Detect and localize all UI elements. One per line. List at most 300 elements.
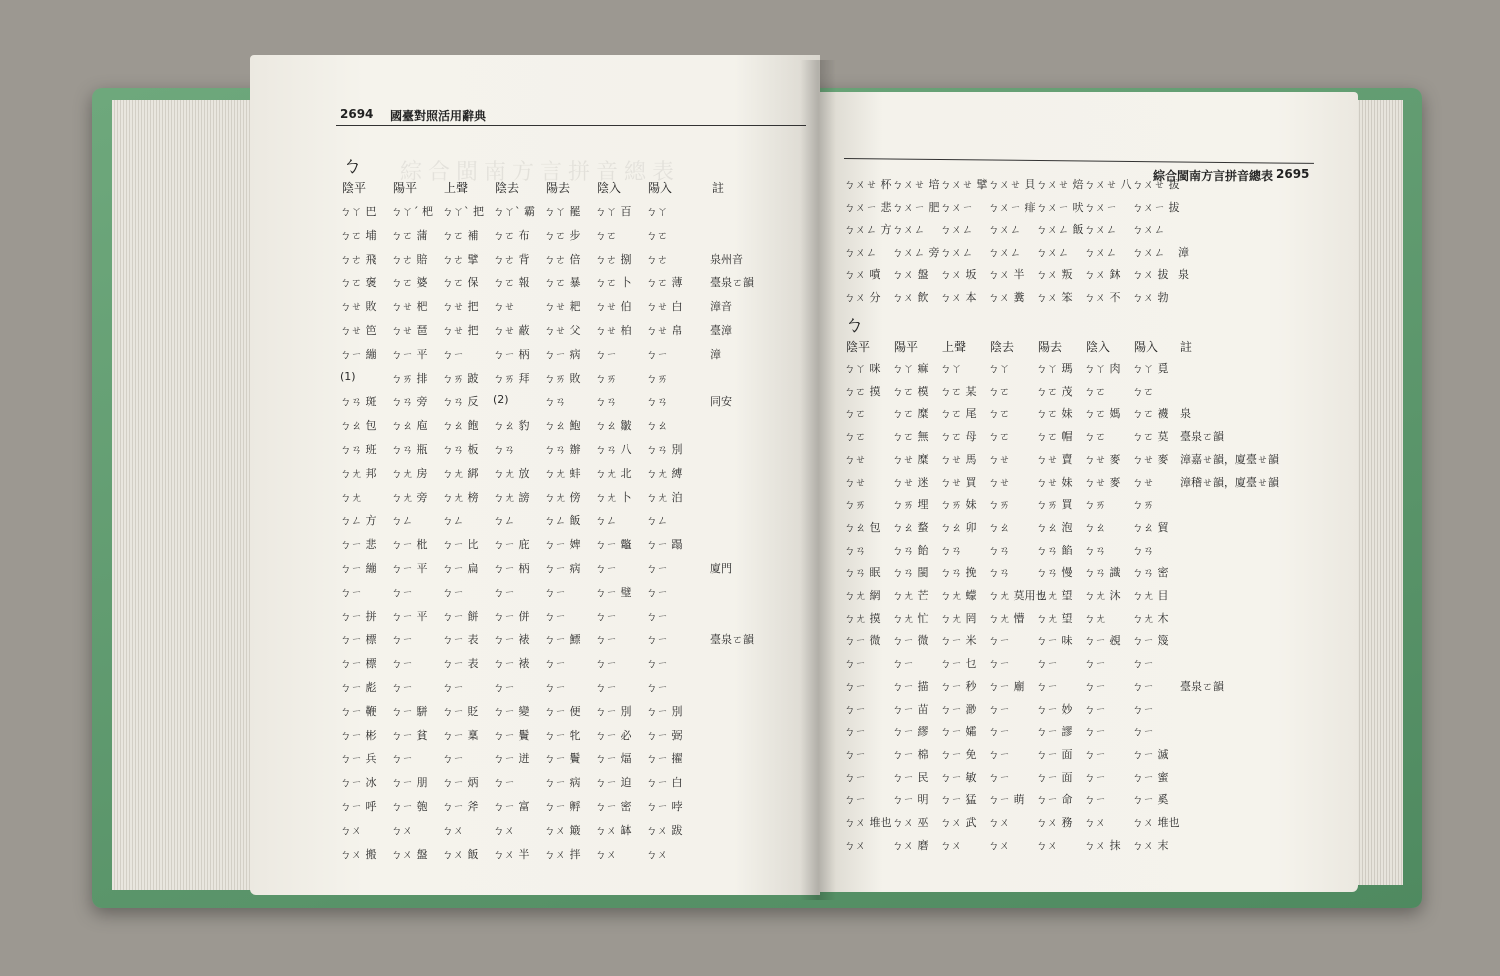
table-cell: ㄅㄧ 哱 xyxy=(646,800,683,813)
table-cell: ㄅㄤ 莫用也 xyxy=(988,589,1047,602)
table-cell: ㄅㄧ 平 xyxy=(391,347,428,361)
table-cell: ㄅㄠ 皺 xyxy=(595,419,632,433)
table-cell: ㄅㄠ 蝥 xyxy=(892,520,929,534)
table-cell: ㄅㄢ 飴 xyxy=(892,543,929,557)
table-cell: ㄅㄧ 兵 xyxy=(340,752,377,766)
table-cell: ㄅㄨ xyxy=(1036,838,1058,852)
table-cell: ㄅㄝ 伯 xyxy=(595,300,632,314)
table-cell: ㄅㄛ 模 xyxy=(892,384,929,398)
table-cell: ㄅㄧ 婢 xyxy=(544,538,581,552)
table-cell: ㄅㄞ xyxy=(1084,498,1106,512)
table-cell: ㄅㄞ 埋 xyxy=(892,498,929,512)
table-cell: ㄅㄨ 叛 xyxy=(1036,268,1073,281)
table-cell: ㄅㄨㄧ 肥 xyxy=(892,200,940,214)
table-cell: ㄅㄧ 枇 xyxy=(391,538,428,552)
table-cell: ㄅㄠ 鮑 xyxy=(544,419,581,433)
table-cell: ㄅㄧ xyxy=(544,681,566,694)
table-cell: ㄅㄞ 排 xyxy=(391,371,428,385)
table-cell: ㄅㄧ xyxy=(844,679,866,693)
table-cell: ㄅㄧ 病 xyxy=(544,776,581,790)
table-cell: ㄅㄝ 父 xyxy=(544,324,581,337)
table-cell: ㄅㄧ xyxy=(892,657,914,671)
table-cell: ㄅㄧ xyxy=(844,793,866,807)
table-cell: ㄅㄧ 白 xyxy=(646,776,683,790)
table-cell: ㄅㄨ 磨 xyxy=(892,838,929,852)
table-cell: ㄅㄤ 縛 xyxy=(646,466,683,480)
table-cell: ㄅㄨ 盤 xyxy=(391,847,428,861)
table-cell: ㄅㄧ 猛 xyxy=(940,793,977,807)
table-cell: ㄅㄠ 豹 xyxy=(493,419,530,433)
table-cell: ㄅㄛ 妹 xyxy=(1036,407,1073,421)
table-cell: ㄅㄢ 反 xyxy=(442,395,479,409)
table-cell: ㄅㄢ 餡 xyxy=(1036,543,1073,557)
table-cell: ㄅㄧ xyxy=(1036,679,1058,693)
table-cell: ㄅㄝ 琶 xyxy=(391,324,428,337)
table-cell: ㄅㄝ 笆 xyxy=(340,324,377,337)
table-cell: ㄅㄞ xyxy=(646,371,668,385)
table-cell: ㄅㄧ xyxy=(442,752,464,766)
bleed-through-text: 綜合閩南方言拼音總表 xyxy=(400,160,681,185)
table-cell: ㄅㄢ xyxy=(595,395,617,409)
table-cell: ㄅㄛ xyxy=(988,430,1010,444)
column-header: 陰平 xyxy=(342,181,367,195)
table-cell: ㄅㄨㄥ xyxy=(988,245,1021,259)
table-note: 漳 xyxy=(1178,245,1189,259)
table-cell: ㄅㄨ 搬 xyxy=(340,847,377,861)
table-cell: ㄅㄛ 補 xyxy=(442,228,479,242)
table-cell: ㄅㄝ 買 xyxy=(940,475,977,489)
table-cell: ㄅㄧ xyxy=(391,681,413,694)
table-cell: ㄅㄨㄧ xyxy=(940,200,973,214)
table-cell: ㄅㄧ xyxy=(988,657,1010,671)
table-cell: ㄅㄧ 鬢 xyxy=(493,728,530,742)
table-cell: ㄅㄧ 彪 xyxy=(340,681,377,694)
table-cell: ㄅㄧ 標 xyxy=(340,633,377,647)
table-cell: ㄅㄧ xyxy=(595,562,617,575)
table-cell: ㄅㄚˊ 杷 xyxy=(391,205,433,218)
table-cell: ㄅㄧ xyxy=(544,609,566,623)
table-cell: ㄅㄨ 勃 xyxy=(1132,290,1169,304)
table-cell: ㄅㄛ xyxy=(988,407,1010,421)
table-cell: ㄅㄧ 明 xyxy=(892,793,929,807)
column-header: 陽去 xyxy=(1038,340,1063,354)
table-cell: ㄅㄤ xyxy=(1084,611,1106,625)
table-cell: ㄅㄧ 鬢 xyxy=(544,752,581,766)
table-cell: ㄅㄧ 面 xyxy=(1036,747,1073,761)
table-cell: ㄅㄛ 報 xyxy=(493,276,530,290)
table-cell: ㄅㄝ 賣 xyxy=(1036,452,1073,466)
table-cell: ㄅㄧ xyxy=(646,347,668,361)
table-cell: ㄅㄨ 分 xyxy=(844,290,881,304)
table-cell: ㄅㄧ 平 xyxy=(391,562,428,575)
right-page xyxy=(818,92,1358,892)
book-gutter xyxy=(800,60,836,900)
table-cell: ㄅㄨㄝ 焙 xyxy=(1036,178,1084,191)
table-cell: ㄅㄝ xyxy=(844,475,866,489)
table-cell: ㄅㄨㄥ xyxy=(1084,245,1117,259)
table-cell: ㄅㄚ 肉 xyxy=(1084,362,1121,375)
table-cell: ㄅㄧ 弼 xyxy=(646,728,683,742)
column-header: 陽入 xyxy=(1134,340,1159,354)
table-cell: ㄅㄜ 賠 xyxy=(391,252,428,266)
table-cell: ㄅㄞ 跛 xyxy=(442,371,479,385)
table-cell: ㄅㄥ xyxy=(493,514,515,528)
table-cell: ㄅㄨㄥ xyxy=(1132,245,1165,259)
table-cell: ㄅㄧ 貶 xyxy=(442,704,479,718)
table-cell: ㄅㄚˋ 把 xyxy=(442,205,484,218)
table-cell: (2) xyxy=(493,393,509,407)
table-cell: ㄅㄞ 敗 xyxy=(544,371,581,385)
table-cell: ㄅㄛ 尾 xyxy=(940,407,977,421)
column-header: 陰去 xyxy=(990,340,1015,354)
table-cell: ㄅㄨ 末 xyxy=(1132,838,1169,852)
table-cell: ㄅㄧ xyxy=(1084,725,1106,739)
table-cell: ㄅㄤ 泊 xyxy=(646,490,683,504)
table-cell: ㄅㄞ xyxy=(1132,498,1154,512)
table-cell: ㄅㄞ 買 xyxy=(1036,498,1073,512)
table-cell: ㄅㄨ xyxy=(391,823,413,837)
table-cell: ㄅㄞ xyxy=(988,498,1010,512)
table-note: 同安 xyxy=(710,395,732,409)
table-cell: ㄅㄧ 繃 xyxy=(340,347,377,361)
table-cell: ㄅㄤ 綁 xyxy=(442,466,479,480)
table-cell: ㄅㄧ 孀 xyxy=(940,725,977,739)
table-cell: ㄅㄢ xyxy=(493,443,515,456)
table-cell: ㄅㄢ xyxy=(544,395,566,409)
table-cell: ㄅㄧ xyxy=(493,681,515,694)
table-cell: ㄅㄧ 苗 xyxy=(892,702,929,716)
table-cell: ㄅㄥ xyxy=(646,514,668,528)
column-header: 陽入 xyxy=(648,181,673,195)
table-cell: ㄅㄧ 面 xyxy=(1036,770,1073,784)
table-cell: ㄅㄧ 民 xyxy=(892,770,929,784)
table-cell: ㄅㄜ 倍 xyxy=(544,252,581,266)
table-cell: ㄅㄨ 半 xyxy=(988,268,1025,281)
table-cell: ㄅㄝ 妹 xyxy=(1036,475,1073,489)
table-cell: ㄅㄧ 變 xyxy=(493,704,530,718)
table-cell: ㄅㄨ 務 xyxy=(1036,816,1073,829)
table-cell: ㄅㄧ xyxy=(1084,747,1106,761)
table-cell: ㄅㄨ xyxy=(1084,816,1106,829)
table-cell: ㄅㄨ 武 xyxy=(940,816,977,829)
table-cell: ㄅㄨ 跋 xyxy=(646,823,683,837)
table-cell: ㄅㄨㄧ 吠 xyxy=(1036,200,1084,214)
table-cell: ㄅㄨㄥ xyxy=(892,223,925,236)
table-cell: ㄅㄧ 棉 xyxy=(892,747,929,761)
table-cell: ㄅㄛ 布 xyxy=(493,228,530,242)
table-cell: ㄅㄤ 旁 xyxy=(391,490,428,504)
table-cell: ㄅㄝ 蔽 xyxy=(493,324,530,337)
table-cell: ㄅㄚ 罷 xyxy=(544,205,581,218)
table-cell: ㄅㄤ 芒 xyxy=(892,589,929,602)
table-cell: ㄅㄤ 摸 xyxy=(844,611,881,625)
table-cell: ㄅㄨㄥ xyxy=(1132,223,1165,236)
column-header: 陽去 xyxy=(546,181,571,195)
table-cell: ㄅㄧ xyxy=(1132,679,1154,693)
table-cell: ㄅㄧ 冰 xyxy=(340,776,377,790)
table-cell: ㄅㄧ 免 xyxy=(940,747,977,761)
table-cell: ㄅㄥ 飯 xyxy=(544,514,581,528)
table-cell: ㄅㄤ 蚌 xyxy=(544,466,581,480)
table-cell: ㄅㄛ 埔 xyxy=(340,228,377,242)
table-cell: ㄅㄤ 沐 xyxy=(1084,589,1121,602)
table-cell: ㄅㄠ 貿 xyxy=(1132,520,1169,534)
table-cell: ㄅㄛ xyxy=(1084,430,1106,444)
table-cell: ㄅㄧ 密 xyxy=(595,800,632,813)
table-cell: ㄅㄨㄥ xyxy=(940,245,973,259)
table-cell: ㄅㄛ 帽 xyxy=(1036,430,1073,444)
table-cell: ㄅㄥ xyxy=(595,514,617,528)
table-cell: ㄅㄧ xyxy=(844,702,866,716)
table-cell: ㄅㄧ 柄 xyxy=(493,347,530,361)
table-cell: ㄅㄧ xyxy=(1084,793,1106,807)
table-cell: ㄅㄨ 拌 xyxy=(544,847,581,861)
table-cell: ㄅㄧ 必 xyxy=(595,728,632,742)
table-cell: ㄅㄨ 不 xyxy=(1084,290,1121,304)
table-cell: ㄅㄤ 北 xyxy=(595,466,632,480)
table-cell: ㄅㄧ xyxy=(988,747,1010,761)
table-cell: ㄅㄠ xyxy=(646,419,668,433)
table-cell: ㄅㄧ xyxy=(391,585,413,599)
table-cell: ㄅㄝ 白 xyxy=(646,300,683,314)
table-cell: ㄅㄛ 薄 xyxy=(646,276,683,290)
table-cell: ㄅㄝ 把 xyxy=(442,324,479,337)
table-cell: ㄅㄝ 柏 xyxy=(595,324,632,337)
table-cell: ㄅㄤ 謗 xyxy=(493,490,530,504)
table-cell: ㄅㄜ 捌 xyxy=(595,252,632,266)
table-cell: ㄅㄨㄥ 方 xyxy=(844,223,892,236)
column-header: 陰入 xyxy=(1086,340,1111,354)
table-cell: ㄅㄨㄝ 八 xyxy=(1084,178,1132,191)
table-cell: ㄅㄞ xyxy=(844,498,866,512)
table-cell: ㄅㄨ xyxy=(442,823,464,837)
table-cell: ㄅㄧ xyxy=(988,702,1010,716)
table-cell: ㄅㄞ 妹 xyxy=(940,498,977,512)
table-note: 漳音 xyxy=(710,300,732,314)
table-cell: ㄅㄤ 榜 xyxy=(442,490,479,504)
table-cell: ㄅㄧ 匏 xyxy=(391,800,428,813)
table-cell: ㄅㄧ 柄 xyxy=(493,562,530,575)
table-cell: ㄅㄠ 泡 xyxy=(1036,520,1073,534)
table-cell: ㄅㄧ xyxy=(595,633,617,647)
table-cell: ㄅㄨ 笨 xyxy=(1036,290,1073,304)
table-cell: ㄅㄧ xyxy=(544,585,566,599)
table-cell: ㄅㄨㄧ 悲 xyxy=(844,200,892,214)
table-cell: ㄅㄢ xyxy=(844,543,866,557)
table-cell: ㄅㄠ xyxy=(1084,520,1106,534)
table-cell: ㄅㄧ xyxy=(1132,725,1154,739)
table-cell: ㄅㄨ 糞 xyxy=(988,290,1025,304)
table-cell: ㄅㄛ 褒 xyxy=(340,276,377,290)
table-cell: ㄅㄤ 望 xyxy=(1036,611,1073,625)
table-cell: ㄅㄧ 炳 xyxy=(442,776,479,790)
table-cell: ㄅㄧ 渺 xyxy=(940,702,977,716)
table-cell: ㄅㄨㄝ 擘 xyxy=(940,178,988,191)
table-cell: ㄅㄧ xyxy=(595,657,617,671)
table-note: 漳嘉ㄝ韻，廈臺ㄝ韻 xyxy=(1180,452,1279,466)
table-note: 臺泉ㄛ韻 xyxy=(710,276,754,290)
table-cell: ㄅㄛ xyxy=(988,384,1010,398)
table-note: 臺泉ㄛ韻 xyxy=(710,633,754,647)
table-cell: ㄅㄠ 庖 xyxy=(391,419,428,433)
table-cell: ㄅㄨㄥ xyxy=(1036,245,1069,259)
table-cell: ㄅㄨㄝ 貝 xyxy=(988,178,1036,191)
table-cell: ㄅㄧ xyxy=(391,657,413,671)
table-cell: ㄅㄞ xyxy=(595,371,617,385)
table-cell: ㄅㄧ 裱 xyxy=(493,657,530,671)
table-cell: ㄅㄢ 慢 xyxy=(1036,566,1073,580)
left-book-title: 國臺對照活用辭典 xyxy=(390,109,487,123)
table-cell: ㄅㄨ 簸 xyxy=(544,823,581,837)
table-cell: ㄅㄚ 巴 xyxy=(340,205,377,218)
table-cell: ㄅㄤ 木 xyxy=(1132,611,1169,625)
table-cell: ㄅㄜ 擘 xyxy=(442,252,479,266)
table-cell: ㄅㄧ 斧 xyxy=(442,800,479,813)
table-cell: ㄅㄝ 帛 xyxy=(646,324,683,337)
table-cell: ㄅㄧ 萌 xyxy=(988,793,1025,807)
table-cell: ㄅㄛ 步 xyxy=(544,228,581,242)
table-cell: ㄅㄛ 莫 xyxy=(1132,430,1169,444)
table-cell: ㄅㄧ 庇 xyxy=(493,538,530,552)
table-cell: ㄅㄧ 璧 xyxy=(595,585,632,599)
table-cell: ㄅㄜ xyxy=(646,252,668,266)
table-cell: ㄅㄨ 堆也 xyxy=(844,816,892,829)
table-cell: ㄅㄢ 八 xyxy=(595,443,632,456)
table-cell: ㄅㄛ xyxy=(595,228,617,242)
table-cell: ㄅㄨ 拔 xyxy=(1132,268,1169,281)
table-cell: ㄅㄧ 裱 xyxy=(493,633,530,647)
table-cell: ㄅㄥ 方 xyxy=(340,514,377,528)
table-cell: ㄅㄛ 糜 xyxy=(892,407,929,421)
table-cell: ㄅㄨㄧ 拔 xyxy=(1132,200,1180,214)
table-cell: ㄅㄠ 卯 xyxy=(940,520,977,534)
table-cell: ㄅㄨㄥ xyxy=(1084,223,1117,236)
left-header-rule xyxy=(336,125,806,126)
table-cell: ㄅㄧ 覕 xyxy=(1084,634,1121,648)
table-cell: ㄅㄢ 眠 xyxy=(844,566,881,580)
table-cell: ㄅㄤ 懵 xyxy=(988,611,1025,625)
table-cell: ㄅㄝ 糜 xyxy=(892,452,929,466)
table-cell: ㄅㄢ xyxy=(940,543,962,557)
table-cell: ㄅㄚˋ 霸 xyxy=(493,205,535,218)
table-cell: (1) xyxy=(340,369,356,383)
table-cell: ㄅㄚ xyxy=(988,362,1010,375)
table-cell: ㄅㄧ xyxy=(646,633,668,647)
table-cell: ㄅㄚ 瑪 xyxy=(1036,362,1073,375)
table-note: 廈門 xyxy=(710,562,732,575)
table-cell: ㄅㄧ 乜 xyxy=(940,657,977,671)
table-cell: ㄅㄧ 別 xyxy=(646,704,683,718)
table-cell: ㄅㄥ xyxy=(442,514,464,528)
table-cell: ㄅㄧ xyxy=(646,609,668,623)
table-cell: ㄅㄝ 把 xyxy=(442,300,479,314)
table-cell: ㄅㄨ xyxy=(844,838,866,852)
table-cell: ㄅㄢ 辦 xyxy=(544,443,581,456)
table-cell: ㄅㄧ xyxy=(595,609,617,623)
table-cell: ㄅㄧ xyxy=(442,347,464,361)
table-cell: ㄅㄧ 比 xyxy=(442,538,479,552)
table-cell: ㄅㄨ 缽 xyxy=(595,823,632,837)
table-note: 漳 xyxy=(710,347,721,361)
table-cell: ㄅㄛ xyxy=(646,228,668,242)
table-cell: ㄅㄧ 微 xyxy=(844,634,881,648)
right-book-title: 綜合閩南方言拼音總表 xyxy=(1153,169,1274,183)
table-cell: ㄅㄧ xyxy=(988,634,1010,648)
table-note: 泉 xyxy=(1178,268,1189,281)
table-cell: ㄅㄧ xyxy=(595,681,617,694)
table-cell: ㄅㄛ 襪 xyxy=(1132,407,1169,421)
table-cell: ㄅㄛ 婆 xyxy=(391,276,428,290)
table-cell: ㄅㄧ 病 xyxy=(544,347,581,361)
table-cell: ㄅㄧ 駢 xyxy=(391,704,428,718)
table-cell: ㄅㄠ 飽 xyxy=(442,419,479,433)
table-cell: ㄅㄨㄝ 杯 xyxy=(844,178,892,191)
table-cell: ㄅㄨㄝ 培 xyxy=(892,178,940,191)
table-note: 臺泉ㄛ韻 xyxy=(1180,430,1224,444)
table-cell: ㄅㄧ xyxy=(493,585,515,599)
table-cell: ㄅㄨㄥ xyxy=(844,245,877,259)
table-cell: ㄅㄝ 馬 xyxy=(940,452,977,466)
table-cell: ㄅㄧ xyxy=(442,585,464,599)
table-cell: ㄅㄛ 卜 xyxy=(595,276,632,290)
table-cell: ㄅㄛ 暴 xyxy=(544,276,581,290)
table-cell: ㄅㄢ 挽 xyxy=(940,566,977,580)
table-cell: ㄅㄨ 飲 xyxy=(892,290,929,304)
table-cell: ㄅㄨㄥ 旁 xyxy=(892,245,940,259)
table-cell: ㄅㄨ 堆也 xyxy=(1132,816,1180,829)
table-cell: ㄅㄧ xyxy=(1084,657,1106,671)
table-cell: ㄅㄤ 放 xyxy=(493,466,530,480)
table-cell: ㄅㄧ xyxy=(646,562,668,575)
table-cell: ㄅㄛ 母 xyxy=(940,430,977,444)
table-cell: ㄅㄝ 麥 xyxy=(1132,452,1169,466)
table-cell: ㄅㄛ 媽 xyxy=(1084,407,1121,421)
table-cell: ㄅㄨㄧ 痱 xyxy=(988,200,1036,214)
table-cell: ㄅㄨㄥ 飯 xyxy=(1036,223,1084,236)
table-cell: ㄅㄢ 板 xyxy=(442,443,479,456)
table-cell: ㄅㄝ xyxy=(988,452,1010,466)
table-cell: ㄅㄧ 貧 xyxy=(391,728,428,742)
table-cell: ㄅㄨ xyxy=(493,823,515,837)
table-cell: ㄅㄧ 鼈 xyxy=(595,538,632,552)
table-cell: ㄅㄢ 別 xyxy=(646,443,683,456)
table-cell: ㄅㄢ 瓶 xyxy=(391,443,428,456)
table-cell: ㄅㄧ 滅 xyxy=(1132,747,1169,761)
table-cell: ㄅㄝ 麥 xyxy=(1084,452,1121,466)
table-cell: ㄅㄛ xyxy=(844,430,866,444)
table-cell: ㄅㄧ 餅 xyxy=(442,609,479,623)
table-cell: ㄅㄞ 拜 xyxy=(493,371,530,385)
column-header: 陽平 xyxy=(894,340,919,354)
table-cell: ㄅㄢ 閩 xyxy=(892,566,929,580)
table-cell: ㄅㄨ 巫 xyxy=(892,816,929,829)
table-cell: ㄅㄛ 摸 xyxy=(844,384,881,398)
column-header: 註 xyxy=(1180,340,1193,354)
table-cell: ㄅㄧ xyxy=(493,776,515,790)
table-cell: ㄅㄧ xyxy=(646,585,668,599)
table-cell: ㄅㄢ xyxy=(1084,543,1106,557)
table-cell: ㄅㄝ xyxy=(493,300,515,314)
table-cell: ㄅㄤ 蠓 xyxy=(940,589,977,602)
table-cell: ㄅㄛ 某 xyxy=(940,384,977,398)
table-cell: ㄅㄤ 傍 xyxy=(544,490,581,504)
table-cell: ㄅㄚ 覓 xyxy=(1132,362,1169,375)
table-note: 臺泉ㄛ韻 xyxy=(1180,679,1224,693)
table-cell: ㄅㄨㄧ xyxy=(1084,200,1117,214)
table-cell: ㄅㄧ 蜜 xyxy=(1132,770,1169,784)
column-header: 上聲 xyxy=(942,340,967,354)
table-cell: ㄅㄝ xyxy=(988,475,1010,489)
